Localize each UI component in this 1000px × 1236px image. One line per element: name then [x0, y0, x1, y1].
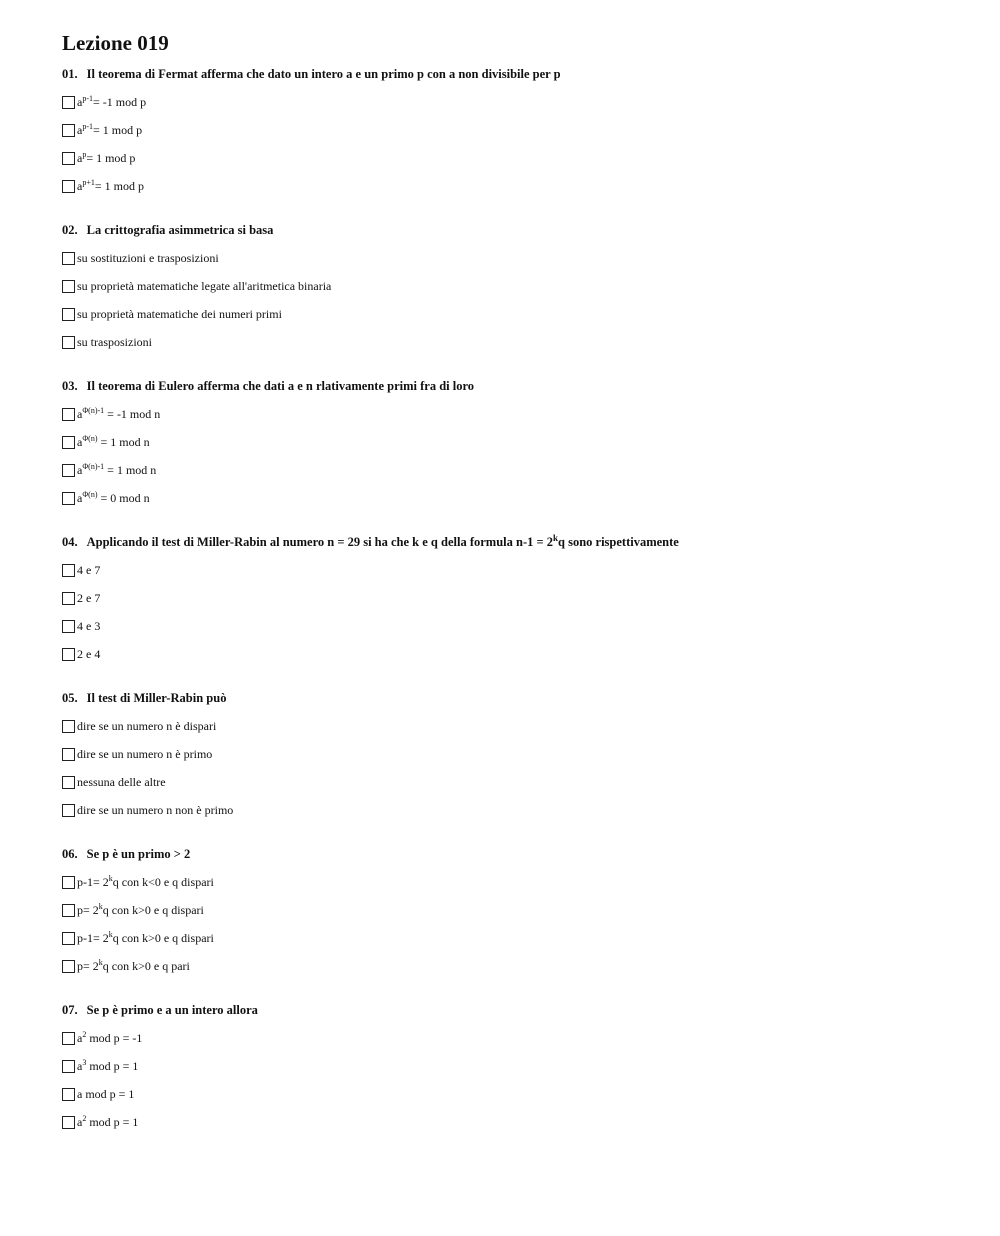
answer-option: [62, 400, 962, 428]
answer-label: [77, 591, 100, 605]
answer-text-part: a: [77, 1031, 83, 1045]
answer-superscript: k: [98, 902, 103, 911]
answer-text-part: = 1 mod n: [104, 463, 157, 477]
answer-text-part: a: [77, 435, 83, 449]
answer-option: [62, 428, 962, 456]
answer-option: [62, 924, 962, 952]
answer-text-part: dire se un numero n è dispari: [77, 719, 217, 733]
answer-text-part: = 0 mod n: [97, 491, 150, 505]
answer-option: [62, 896, 962, 924]
answer-checkbox[interactable]: [62, 96, 75, 109]
answer-option: [62, 244, 962, 272]
answer-text-part: = 1 mod n: [97, 435, 150, 449]
answer-text-part: a: [77, 179, 83, 193]
answer-text-part: 2 e 7: [77, 591, 101, 605]
question-block: [62, 222, 962, 356]
answer-label: [77, 307, 282, 321]
answer-option: [62, 868, 962, 896]
answer-text-part: a: [77, 95, 83, 109]
answer-checkbox[interactable]: [62, 280, 75, 293]
answer-option: [62, 1080, 962, 1108]
question-text-part: Il test di Miller-Rabin può: [86, 691, 227, 705]
answer-text-part: a: [77, 491, 83, 505]
question-text-part: Se p è primo e a un intero allora: [86, 1003, 258, 1017]
answer-label: [77, 959, 190, 973]
answer-option: [62, 88, 962, 116]
answer-superscript: Φ(n): [82, 490, 98, 499]
answer-superscript: k: [108, 874, 113, 883]
answer-checkbox[interactable]: [62, 776, 75, 789]
question-number: 03.: [62, 379, 78, 393]
answer-text-part: su trasposizioni: [77, 335, 152, 349]
answer-option: [62, 796, 962, 824]
answer-label: [77, 1115, 138, 1129]
answer-label: [77, 647, 100, 661]
answer-text-part: = 1 mod p: [86, 151, 136, 165]
answer-option: [62, 328, 962, 356]
answer-label: [77, 151, 135, 165]
question-text-part: Il teorema di Eulero afferma che dati a e n rlativamente primi fra di loro: [86, 379, 475, 393]
question-number: 05.: [62, 691, 78, 705]
question-block: [62, 846, 962, 980]
answer-option: [62, 116, 962, 144]
question-block: [62, 66, 962, 200]
answer-text-part: p= 2: [77, 903, 99, 917]
answer-checkbox[interactable]: [62, 804, 75, 817]
answer-text-part: = 1 mod p: [93, 123, 143, 137]
answer-option: [62, 640, 962, 668]
answer-option: [62, 712, 962, 740]
answer-label: [77, 279, 331, 293]
answer-checkbox[interactable]: [62, 720, 75, 733]
answer-text-part: su proprietà matematiche legate all'aritmetica binaria: [77, 279, 332, 293]
answer-text-part: mod p = 1: [86, 1115, 139, 1129]
question-number: 01.: [62, 67, 78, 81]
answer-checkbox[interactable]: [62, 748, 75, 761]
question-text: [62, 1002, 962, 1018]
question-superscript: k: [552, 533, 558, 543]
answer-checkbox[interactable]: [62, 152, 75, 165]
answer-superscript: p-1: [82, 94, 93, 103]
answer-checkbox[interactable]: [62, 648, 75, 661]
answer-checkbox[interactable]: [62, 1088, 75, 1101]
answer-text-part: = 1 mod p: [94, 179, 144, 193]
answer-checkbox[interactable]: [62, 492, 75, 505]
answer-checkbox[interactable]: [62, 904, 75, 917]
answer-text-part: 4 e 3: [77, 619, 101, 633]
answer-checkbox[interactable]: [62, 252, 75, 265]
answer-checkbox[interactable]: [62, 960, 75, 973]
answer-text-part: p-1= 2: [77, 931, 109, 945]
answer-checkbox[interactable]: [62, 436, 75, 449]
answer-superscript: k: [108, 930, 113, 939]
answer-checkbox[interactable]: [62, 620, 75, 633]
answer-label: [77, 619, 100, 633]
answer-text-part: = -1 mod p: [93, 95, 147, 109]
answer-label: [77, 903, 204, 917]
answer-checkbox[interactable]: [62, 564, 75, 577]
answer-superscript: 2: [82, 1114, 87, 1123]
answer-text-part: = -1 mod n: [104, 407, 161, 421]
answer-checkbox[interactable]: [62, 1060, 75, 1073]
answer-text-part: a: [77, 1115, 83, 1129]
question-text: [62, 66, 962, 82]
answer-label: [77, 875, 214, 889]
answer-option: [62, 740, 962, 768]
answer-superscript: p: [82, 150, 87, 159]
answer-option: [62, 1024, 962, 1052]
question-text-part: Se p è un primo > 2: [86, 847, 191, 861]
answer-label: [77, 463, 156, 477]
answer-checkbox[interactable]: [62, 876, 75, 889]
answer-superscript: 3: [82, 1058, 87, 1067]
answer-text-part: q con k>0 e q dispari: [112, 931, 214, 945]
question-text-part: q sono rispettivamente: [558, 535, 679, 549]
answer-checkbox[interactable]: [62, 592, 75, 605]
answer-label: [77, 491, 150, 505]
answer-superscript: Φ(n)-1: [82, 406, 105, 415]
answer-text-part: nessuna delle altre: [77, 775, 166, 789]
answer-text-part: q con k>0 e q dispari: [102, 903, 204, 917]
question-number: 06.: [62, 847, 78, 861]
answer-checkbox[interactable]: [62, 124, 75, 137]
question-number: 02.: [62, 223, 78, 237]
answer-label: [77, 747, 212, 761]
answer-checkbox[interactable]: [62, 932, 75, 945]
question-text: [62, 222, 962, 238]
answer-text-part: a: [77, 151, 83, 165]
answer-label: [77, 1059, 138, 1073]
answer-option: [62, 1108, 962, 1136]
question-number: 07.: [62, 1003, 78, 1017]
answer-checkbox[interactable]: [62, 1032, 75, 1045]
answer-text-part: p-1= 2: [77, 875, 109, 889]
answer-text-part: dire se un numero n è primo: [77, 747, 213, 761]
answer-text-part: a: [77, 407, 83, 421]
answer-text-part: a mod p = 1: [77, 1087, 135, 1101]
answer-option: [62, 272, 962, 300]
answer-label: [77, 803, 233, 817]
question-text: [62, 846, 962, 862]
answer-label: [77, 563, 100, 577]
answer-label: [77, 775, 166, 789]
answer-option: [62, 952, 962, 980]
question-block: [62, 690, 962, 824]
answer-text-part: a: [77, 463, 83, 477]
question-text: [62, 378, 962, 394]
answer-label: [77, 179, 144, 193]
question-text: [62, 690, 962, 706]
answer-label: [77, 1031, 142, 1045]
question-text-part: La crittografia asimmetrica si basa: [86, 223, 274, 237]
answer-label: [77, 435, 150, 449]
answer-label: [77, 1087, 134, 1101]
answer-option: [62, 300, 962, 328]
answer-text-part: mod p = -1: [86, 1031, 143, 1045]
answer-text-part: q con k>0 e q pari: [102, 959, 190, 973]
answer-label: [77, 719, 216, 733]
question-block: [62, 534, 962, 668]
answer-text-part: 2 e 4: [77, 647, 101, 661]
question-block: [62, 378, 962, 512]
question-block: [62, 1002, 962, 1136]
answer-checkbox[interactable]: [62, 308, 75, 321]
answer-superscript: 2: [82, 1030, 87, 1039]
answer-label: [77, 251, 219, 265]
question-text-part: Il teorema di Fermat afferma che dato un intero a e un primo p con a non divisibile per p: [86, 67, 561, 81]
answer-option: [62, 1052, 962, 1080]
answer-text-part: su sostituzioni e trasposizioni: [77, 251, 219, 265]
answer-text-part: su proprietà matematiche dei numeri primi: [77, 307, 282, 321]
question-text-part: Applicando il test di Miller-Rabin al numero n = 29 si ha che k e q della formula n-1 = 2: [86, 535, 553, 549]
answer-checkbox[interactable]: [62, 408, 75, 421]
answer-label: [77, 931, 214, 945]
answer-option: [62, 556, 962, 584]
answer-option: [62, 456, 962, 484]
answer-option: [62, 768, 962, 796]
answer-label: [77, 335, 152, 349]
question-number: 04.: [62, 535, 78, 549]
answer-superscript: p-1: [82, 122, 93, 131]
quiz-document: [62, 30, 962, 1136]
question-text: [62, 534, 962, 550]
answer-checkbox[interactable]: [62, 464, 75, 477]
answer-text-part: 4 e 7: [77, 563, 101, 577]
answer-checkbox[interactable]: [62, 1116, 75, 1129]
answer-superscript: Φ(n): [82, 434, 98, 443]
answer-superscript: k: [98, 958, 103, 967]
answer-checkbox[interactable]: [62, 336, 75, 349]
answer-superscript: Φ(n)-1: [82, 462, 105, 471]
answer-text-part: q con k<0 e q dispari: [112, 875, 214, 889]
answer-text-part: a: [77, 1059, 83, 1073]
question-list: [62, 66, 962, 1136]
answer-option: [62, 612, 962, 640]
answer-text-part: p= 2: [77, 959, 99, 973]
answer-label: [77, 95, 146, 109]
answer-label: [77, 407, 160, 421]
answer-text-part: mod p = 1: [86, 1059, 139, 1073]
answer-label: [77, 123, 142, 137]
answer-option: [62, 484, 962, 512]
answer-superscript: p+1: [82, 178, 95, 187]
answer-option: [62, 172, 962, 200]
page-title: Lezione 019: [62, 31, 169, 55]
answer-checkbox[interactable]: [62, 180, 75, 193]
answer-text-part: a: [77, 123, 83, 137]
answer-text-part: dire se un numero n non è primo: [77, 803, 234, 817]
answer-option: [62, 584, 962, 612]
answer-option: [62, 144, 962, 172]
